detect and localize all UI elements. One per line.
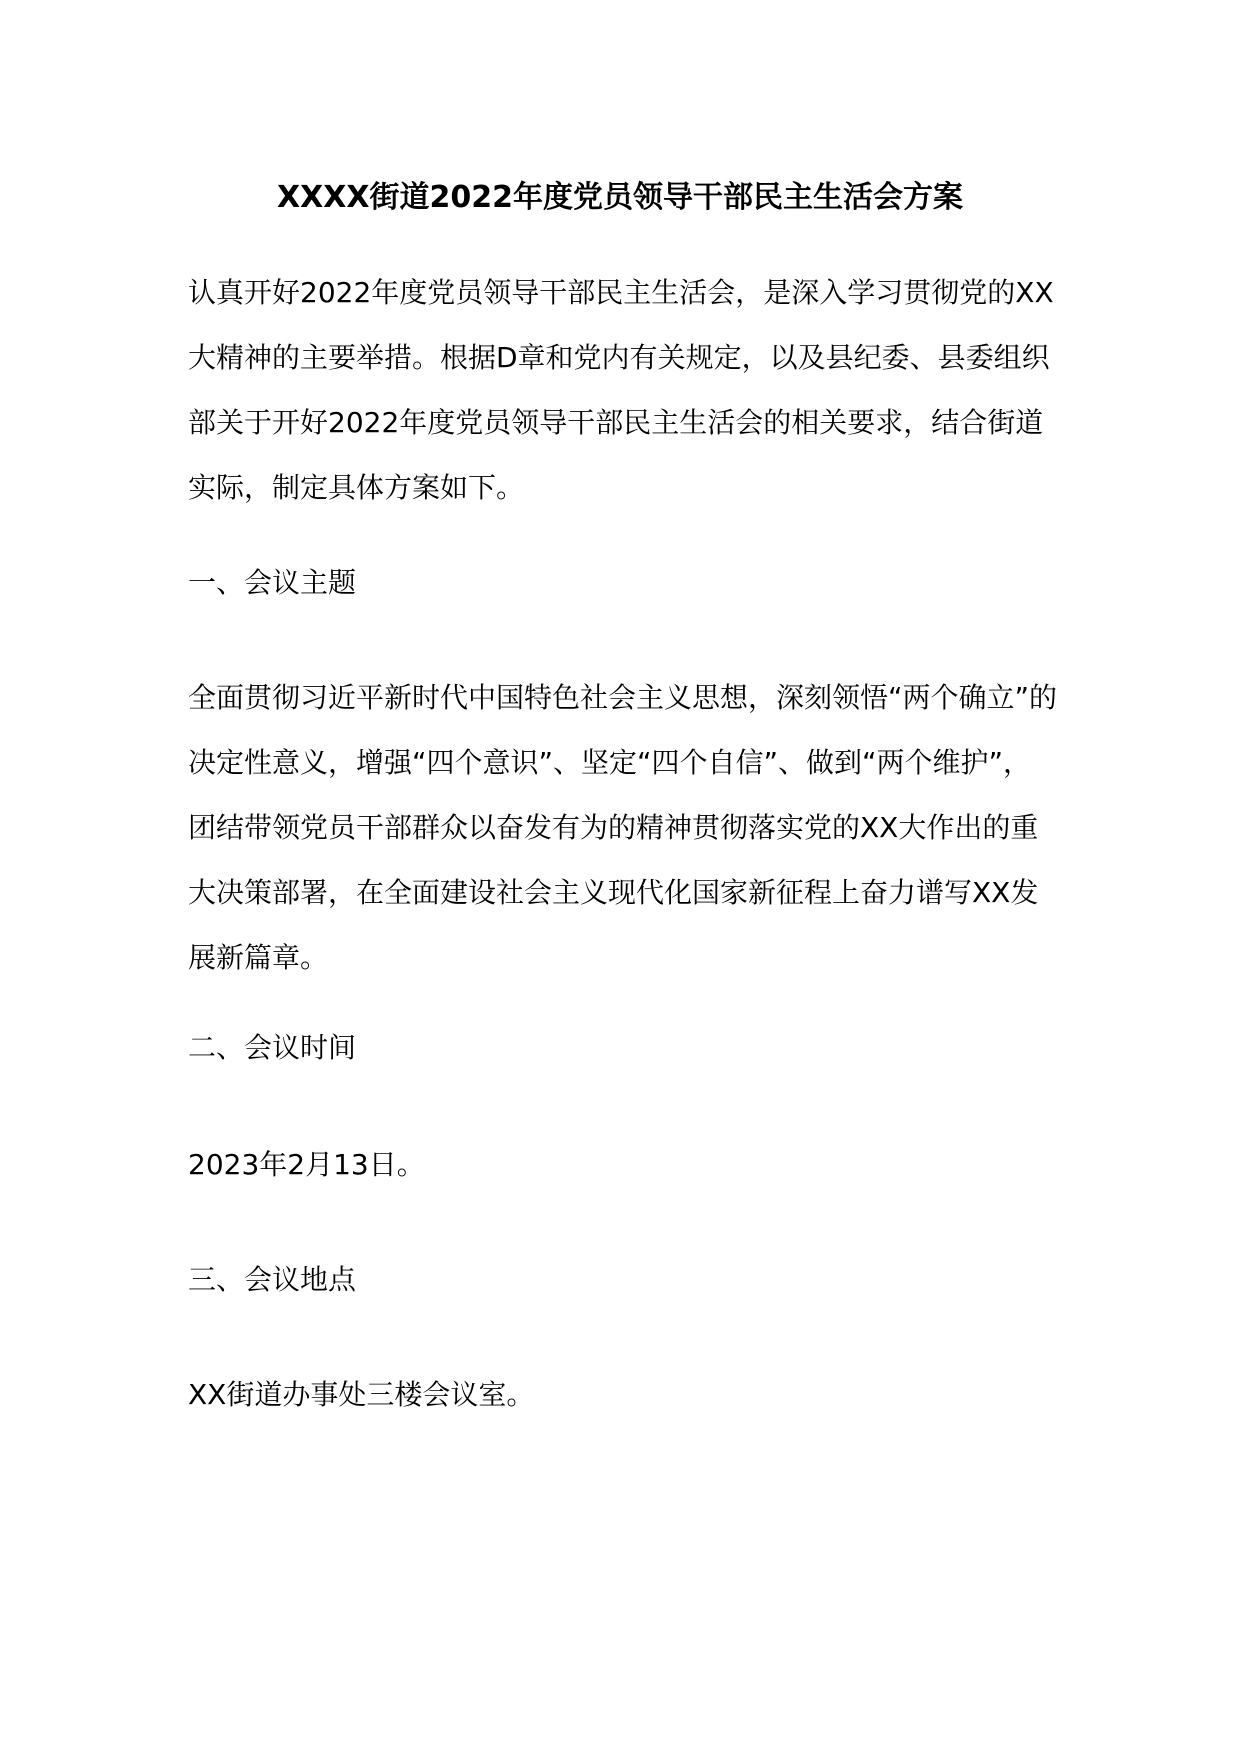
section-heading-location: 三、会议地点: [188, 1263, 357, 1296]
section-heading-time: 二、会议时间: [188, 1031, 357, 1064]
section-body-theme: 全面贯彻习近平新时代中国特色社会主义思想，深刻领悟“两个确立”的决定性意义，增强“四个意识”、坚定“四个自信”、做到“两个维护”，团结带领党员干部群众以奋发有为的精神贯彻落实党的XX大作出的重大决策部署，在全面建设社会主义现代化国家新征程上奋力谱写XX发展新篇章。: [188, 681, 1058, 974]
section-body-time: 2023年2月13日。: [188, 1148, 425, 1181]
document-title: XXXX街道2022年度党员领导干部民主生活会方案: [276, 180, 963, 215]
section-body-location: XX街道办事处三楼会议室。: [188, 1378, 535, 1411]
intro-paragraph: 认真开好2022年度党员领导干部民主生活会，是深入学习贯彻党的XX大精神的主要举措。根据D章和党内有关规定，以及县纪委、县委组织部关于开好2022年度党员领导干部民主生活会的相关要求，结合街道实际，制定具体方案如下。: [188, 276, 1054, 504]
section-heading-theme: 一、会议主题: [188, 566, 357, 599]
